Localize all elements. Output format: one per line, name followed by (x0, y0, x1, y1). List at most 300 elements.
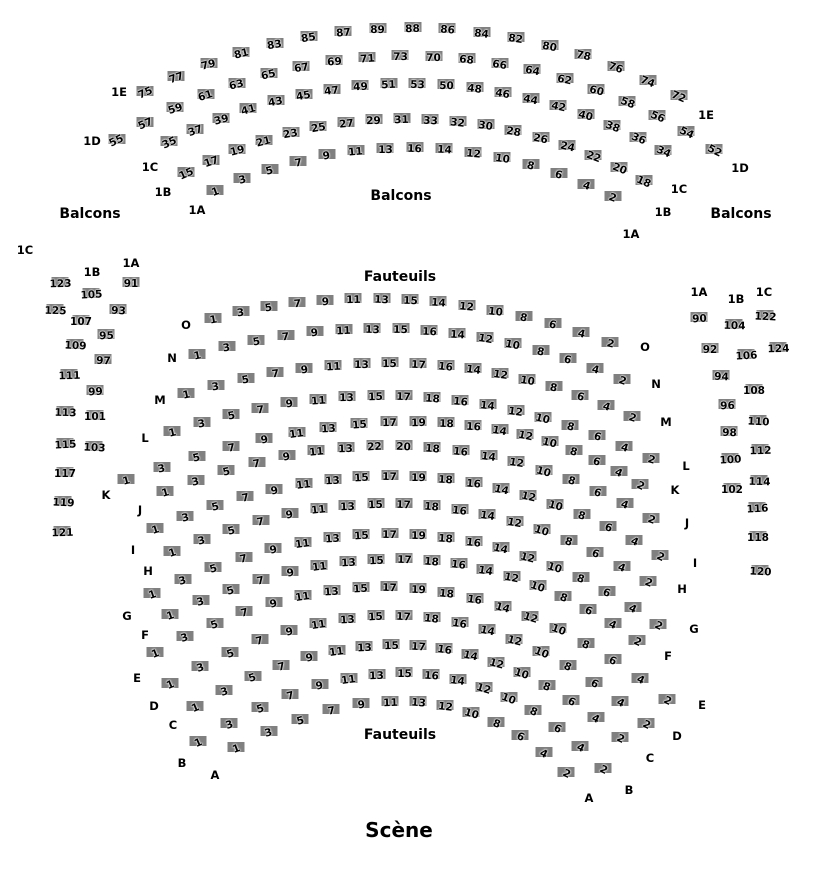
seat[interactable] (237, 491, 254, 505)
seat[interactable] (436, 643, 453, 658)
seat[interactable] (465, 477, 482, 491)
seat[interactable] (562, 420, 579, 434)
seat[interactable] (393, 113, 410, 127)
seat[interactable] (745, 502, 769, 516)
seat[interactable] (325, 360, 342, 373)
seat[interactable] (492, 541, 510, 557)
seat[interactable] (589, 429, 606, 444)
seat[interactable] (479, 399, 496, 413)
seat[interactable] (267, 367, 284, 381)
seat[interactable] (450, 558, 467, 573)
seat[interactable] (265, 543, 282, 558)
seat[interactable] (478, 624, 496, 639)
seat[interactable] (53, 406, 77, 420)
seat[interactable] (189, 349, 206, 363)
seat[interactable] (572, 572, 589, 587)
seat[interactable] (353, 471, 370, 485)
seat[interactable] (522, 159, 539, 173)
seat[interactable] (555, 591, 572, 605)
seat[interactable] (574, 49, 592, 64)
seat[interactable] (477, 119, 494, 134)
seat[interactable] (176, 165, 196, 183)
seat[interactable] (544, 318, 561, 333)
seat[interactable] (267, 94, 285, 110)
seat[interactable] (351, 418, 368, 433)
seat[interactable] (255, 134, 273, 150)
seat[interactable] (506, 515, 523, 530)
seat[interactable] (638, 73, 657, 90)
seat[interactable] (652, 550, 669, 565)
seat[interactable] (616, 498, 633, 513)
seat[interactable] (301, 651, 318, 666)
seat[interactable] (515, 311, 532, 325)
seat[interactable] (162, 609, 179, 623)
seat[interactable] (494, 86, 512, 101)
seat[interactable] (402, 294, 419, 308)
seat[interactable] (87, 385, 104, 399)
seat[interactable] (281, 508, 298, 523)
seat[interactable] (51, 496, 75, 510)
seat[interactable] (164, 546, 181, 560)
seat[interactable] (281, 625, 298, 639)
seat[interactable] (192, 661, 209, 675)
seat[interactable] (473, 26, 490, 41)
seat[interactable] (600, 521, 617, 535)
seat[interactable] (212, 112, 230, 128)
seat[interactable] (289, 297, 306, 311)
seat[interactable] (63, 339, 87, 353)
seat[interactable] (702, 343, 719, 356)
seat[interactable] (57, 369, 81, 383)
seat[interactable] (563, 474, 580, 489)
seat[interactable] (260, 67, 278, 83)
seat[interactable] (381, 581, 398, 595)
seat[interactable] (748, 565, 772, 579)
seat[interactable] (337, 442, 354, 456)
seat[interactable] (48, 277, 72, 291)
seat[interactable] (235, 552, 252, 566)
seat[interactable] (199, 57, 218, 73)
seat[interactable] (654, 144, 673, 161)
seat[interactable] (202, 153, 221, 170)
seat[interactable] (70, 315, 92, 328)
seat[interactable] (244, 671, 261, 686)
seat[interactable] (492, 482, 510, 498)
seat[interactable] (494, 152, 511, 166)
seat[interactable] (190, 736, 207, 750)
seat[interactable] (252, 702, 269, 716)
seat[interactable] (587, 363, 604, 377)
seat[interactable] (273, 660, 290, 674)
seat[interactable] (381, 470, 398, 484)
seat[interactable] (598, 400, 615, 414)
seat[interactable] (293, 60, 310, 75)
seat[interactable] (136, 116, 155, 133)
seat[interactable] (587, 546, 604, 561)
seat[interactable] (218, 465, 235, 479)
seat[interactable] (643, 513, 660, 527)
seat[interactable] (423, 669, 440, 683)
seat[interactable] (260, 301, 277, 315)
seat[interactable] (505, 124, 522, 139)
seat[interactable] (232, 46, 251, 62)
seat[interactable] (107, 132, 126, 150)
seat[interactable] (392, 50, 409, 64)
seat[interactable] (310, 617, 327, 632)
seat[interactable] (595, 763, 612, 778)
seat[interactable] (320, 422, 337, 436)
seat[interactable] (339, 613, 356, 627)
seat[interactable] (223, 409, 240, 423)
seat[interactable] (629, 130, 648, 148)
seat[interactable] (604, 618, 621, 633)
seat[interactable] (353, 698, 370, 712)
seat[interactable] (216, 685, 233, 699)
seat[interactable] (573, 327, 590, 341)
seat[interactable] (437, 473, 454, 487)
seat[interactable] (157, 486, 174, 500)
seat[interactable] (207, 380, 224, 394)
seat[interactable] (260, 726, 277, 740)
seat[interactable] (218, 341, 235, 355)
seat[interactable] (549, 99, 567, 115)
seat[interactable] (586, 677, 603, 692)
seat[interactable] (560, 534, 577, 549)
seat[interactable] (606, 59, 625, 77)
seat[interactable] (746, 415, 770, 429)
seat[interactable] (588, 454, 605, 469)
seat[interactable] (368, 669, 385, 682)
seat[interactable] (256, 433, 273, 447)
seat[interactable] (188, 450, 205, 465)
seat[interactable] (323, 83, 340, 98)
seat[interactable] (339, 500, 356, 514)
seat[interactable] (248, 457, 265, 471)
seat[interactable] (324, 532, 341, 546)
seat[interactable] (282, 566, 299, 580)
seat[interactable] (565, 444, 582, 459)
seat[interactable] (207, 500, 224, 514)
seat[interactable] (309, 121, 327, 136)
seat[interactable] (306, 326, 323, 340)
seat[interactable] (377, 143, 394, 156)
seat[interactable] (82, 441, 106, 455)
seat[interactable] (311, 560, 328, 575)
seat[interactable] (610, 466, 627, 481)
seat[interactable] (410, 358, 427, 372)
seat[interactable] (410, 529, 427, 543)
seat[interactable] (395, 498, 412, 512)
seat[interactable] (222, 646, 239, 661)
seat[interactable] (228, 143, 246, 159)
seat[interactable] (345, 293, 362, 307)
seat[interactable] (466, 82, 483, 97)
seat[interactable] (487, 655, 505, 672)
seat[interactable] (632, 479, 649, 494)
seat[interactable] (734, 349, 758, 363)
seat[interactable] (505, 633, 523, 649)
seat[interactable] (533, 523, 551, 540)
seat[interactable] (381, 528, 398, 542)
seat[interactable] (223, 441, 240, 455)
seat[interactable] (222, 584, 239, 598)
seat[interactable] (452, 395, 469, 409)
seat[interactable] (340, 672, 357, 687)
seat[interactable] (166, 101, 184, 118)
seat[interactable] (719, 399, 736, 413)
seat[interactable] (580, 603, 597, 618)
seat[interactable] (423, 500, 440, 514)
seat[interactable] (187, 701, 204, 715)
seat[interactable] (650, 619, 667, 634)
seat[interactable] (409, 78, 426, 92)
seat[interactable] (410, 416, 427, 430)
seat[interactable] (477, 332, 494, 347)
seat[interactable] (743, 384, 765, 397)
seat[interactable] (556, 72, 574, 88)
seat[interactable] (549, 621, 568, 639)
seat[interactable] (176, 631, 193, 646)
seat[interactable] (437, 699, 454, 714)
seat[interactable] (624, 601, 641, 616)
seat[interactable] (206, 617, 223, 632)
seat[interactable] (356, 641, 373, 655)
seat[interactable] (626, 534, 643, 549)
seat[interactable] (406, 142, 423, 156)
seat[interactable] (545, 559, 564, 576)
seat[interactable] (535, 463, 553, 480)
seat[interactable] (423, 612, 440, 627)
seat[interactable] (177, 511, 194, 525)
seat[interactable] (251, 634, 268, 649)
seat[interactable] (558, 767, 575, 782)
seat[interactable] (499, 690, 518, 708)
seat[interactable] (449, 115, 466, 130)
seat[interactable] (282, 127, 300, 142)
seat[interactable] (438, 79, 455, 93)
seat[interactable] (629, 635, 646, 650)
seat[interactable] (382, 696, 399, 709)
seat[interactable] (53, 438, 77, 452)
seat[interactable] (632, 673, 649, 688)
seat[interactable] (466, 592, 483, 607)
seat[interactable] (326, 55, 343, 69)
seat[interactable] (396, 553, 413, 567)
seat[interactable] (232, 306, 249, 320)
seat[interactable] (186, 122, 204, 140)
seat[interactable] (610, 160, 629, 177)
seat[interactable] (503, 570, 521, 586)
seat[interactable] (310, 394, 327, 408)
seat[interactable] (538, 679, 555, 694)
seat[interactable] (713, 370, 730, 384)
seat[interactable] (338, 117, 355, 131)
seat[interactable] (367, 610, 384, 624)
seat[interactable] (572, 390, 589, 404)
seat[interactable] (396, 667, 413, 681)
seat[interactable] (147, 523, 164, 537)
seat[interactable] (318, 149, 335, 163)
seat[interactable] (638, 718, 655, 733)
seat[interactable] (705, 142, 724, 160)
seat[interactable] (266, 484, 283, 498)
seat[interactable] (587, 82, 605, 99)
seat[interactable] (324, 474, 341, 488)
seat[interactable] (205, 562, 222, 576)
seat[interactable] (465, 420, 482, 433)
seat[interactable] (261, 163, 278, 178)
seat[interactable] (265, 597, 282, 611)
seat[interactable] (50, 526, 74, 540)
seat[interactable] (205, 313, 222, 327)
seat[interactable] (493, 599, 512, 616)
seat[interactable] (465, 147, 482, 161)
seat[interactable] (160, 134, 179, 152)
seat[interactable] (507, 404, 524, 419)
seat[interactable] (449, 328, 466, 342)
seat[interactable] (192, 595, 209, 610)
seat[interactable] (281, 397, 298, 411)
seat[interactable] (613, 560, 630, 575)
seat[interactable] (110, 304, 127, 318)
seat[interactable] (748, 444, 772, 458)
seat[interactable] (640, 576, 657, 590)
seat[interactable] (310, 503, 327, 518)
seat[interactable] (364, 323, 381, 337)
seat[interactable] (458, 300, 475, 314)
seat[interactable] (79, 288, 103, 302)
seat[interactable] (504, 337, 522, 353)
seat[interactable] (144, 588, 161, 602)
seat[interactable] (546, 498, 564, 514)
seat[interactable] (223, 524, 240, 538)
seat[interactable] (508, 456, 525, 471)
seat[interactable] (282, 689, 299, 703)
seat[interactable] (669, 88, 688, 106)
seat[interactable] (659, 694, 676, 709)
seat[interactable] (532, 345, 549, 359)
seat[interactable] (308, 445, 325, 460)
seat[interactable] (392, 323, 409, 337)
seat[interactable] (228, 77, 246, 93)
seat[interactable] (648, 108, 667, 126)
seat[interactable] (462, 648, 479, 664)
seat[interactable] (266, 37, 284, 52)
seat[interactable] (317, 295, 334, 308)
seat[interactable] (294, 589, 311, 604)
seat[interactable] (381, 416, 398, 430)
seat[interactable] (643, 453, 660, 467)
seat[interactable] (437, 532, 454, 546)
seat[interactable] (604, 654, 621, 669)
seat[interactable] (449, 673, 466, 688)
seat[interactable] (577, 108, 595, 125)
seat[interactable] (436, 143, 453, 157)
seat[interactable] (587, 712, 604, 727)
seat[interactable] (383, 639, 400, 653)
seat[interactable] (722, 319, 746, 333)
seat[interactable] (162, 678, 179, 692)
seat[interactable] (118, 474, 135, 488)
seat[interactable] (521, 609, 540, 626)
seat[interactable] (528, 578, 547, 595)
seat[interactable] (559, 660, 576, 675)
seat[interactable] (718, 453, 742, 467)
seat[interactable] (437, 360, 454, 374)
seat[interactable] (410, 640, 427, 654)
seat[interactable] (237, 373, 254, 387)
seat[interactable] (335, 324, 352, 338)
seat[interactable] (492, 368, 509, 383)
seat[interactable] (338, 391, 355, 405)
seat[interactable] (323, 704, 340, 718)
seat[interactable] (603, 118, 622, 136)
seat[interactable] (462, 705, 480, 722)
seat[interactable] (612, 696, 629, 711)
seat[interactable] (153, 461, 170, 476)
seat[interactable] (616, 440, 633, 455)
seat[interactable] (458, 53, 475, 68)
seat[interactable] (584, 148, 603, 166)
seat[interactable] (589, 485, 606, 500)
seat[interactable] (545, 381, 562, 395)
seat[interactable] (512, 730, 529, 745)
seat[interactable] (563, 694, 580, 709)
seat[interactable] (573, 509, 590, 523)
seat[interactable] (193, 417, 210, 431)
seat[interactable] (524, 64, 541, 79)
seat[interactable] (614, 374, 631, 388)
seat[interactable] (618, 94, 637, 112)
seat[interactable] (424, 442, 441, 456)
seat[interactable] (300, 30, 318, 45)
seat[interactable] (451, 617, 468, 632)
seat[interactable] (753, 310, 777, 324)
seat[interactable] (488, 716, 505, 731)
seat[interactable] (438, 586, 455, 601)
seat[interactable] (352, 80, 369, 94)
seat[interactable] (277, 330, 294, 344)
seat[interactable] (340, 556, 357, 570)
seat[interactable] (187, 474, 204, 489)
seat[interactable] (352, 582, 369, 596)
seat[interactable] (532, 644, 551, 662)
seat[interactable] (410, 471, 427, 485)
seat[interactable] (423, 555, 440, 569)
seat[interactable] (452, 445, 469, 459)
seat[interactable] (507, 32, 525, 47)
seat[interactable] (278, 450, 295, 464)
seat[interactable] (422, 114, 439, 127)
seat[interactable] (612, 732, 629, 747)
seat[interactable] (550, 168, 567, 182)
seat[interactable] (239, 102, 257, 118)
seat[interactable] (602, 337, 619, 351)
seat[interactable] (559, 353, 576, 367)
seat[interactable] (347, 145, 364, 159)
seat[interactable] (365, 114, 382, 128)
seat[interactable] (474, 680, 493, 697)
seat[interactable] (367, 390, 384, 404)
seat[interactable] (167, 69, 186, 86)
seat[interactable] (487, 305, 504, 319)
seat[interactable] (248, 335, 265, 349)
seat[interactable] (624, 411, 641, 425)
seat[interactable] (491, 423, 509, 438)
seat[interactable] (380, 78, 397, 92)
seat[interactable] (395, 390, 412, 404)
seat[interactable] (549, 721, 566, 736)
